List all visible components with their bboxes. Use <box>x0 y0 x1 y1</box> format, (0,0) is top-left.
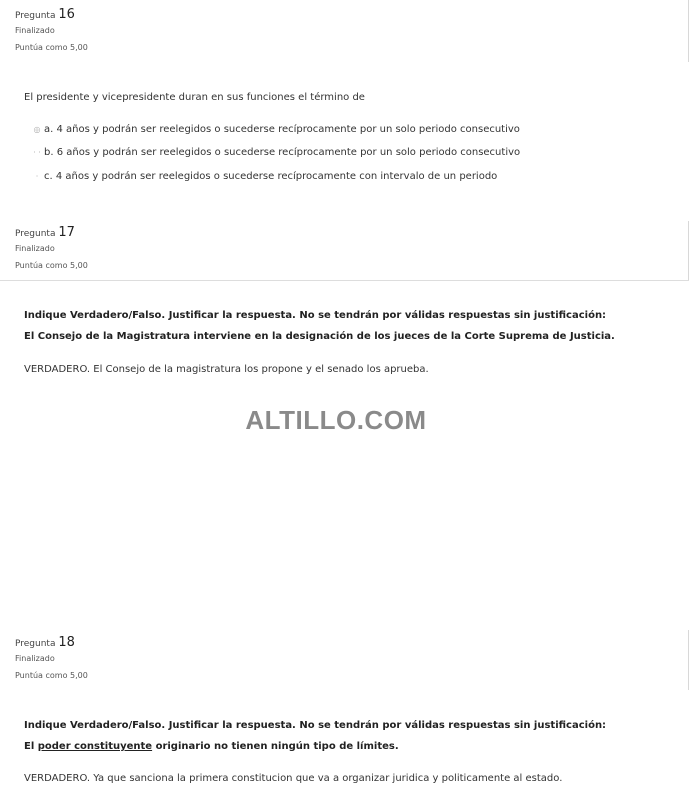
q17-status: Finalizado <box>15 244 55 253</box>
q18-heading <box>15 637 88 650</box>
q18-statement-prefix: El <box>24 741 35 752</box>
q16-option-b[interactable] <box>32 146 520 160</box>
q17-number: 17 <box>58 225 75 240</box>
q17-info-border <box>688 221 689 280</box>
radio-icon[interactable]: · <box>35 172 39 181</box>
q16-label: Pregunta <box>15 11 56 21</box>
q16-option-a-label: a. 4 años y podrán ser reelegidos o sucederse recíprocamente por un solo periodo consecutivo <box>44 124 520 135</box>
q18-answer: VERDADERO. Ya que sanciona la primera constitucion que va a organizar juridica y politicamente al estado. <box>24 773 563 784</box>
q17-instruction: Indique Verdadero/Falso. Justificar la respuesta. No se tendrán por válidas respuestas sin justificación: <box>24 310 607 321</box>
q18-statement-link[interactable]: poder constituyente <box>37 741 153 752</box>
q17-divider <box>0 280 689 281</box>
q16-score: Puntúa como 5,00 <box>15 43 88 52</box>
q16-status: Finalizado <box>15 26 55 35</box>
q18-info-border <box>688 630 689 690</box>
q17-label: Pregunta <box>15 229 56 239</box>
q18-statement <box>24 741 399 752</box>
q18-score: Puntúa como 5,00 <box>15 671 88 680</box>
q18-status: Finalizado <box>15 654 55 663</box>
q17-answer: VERDADERO. El Consejo de la magistratura los propone y el senado los aprueba. <box>24 364 429 375</box>
q16-heading <box>15 9 88 22</box>
q18-statement-suffix: originario no tienen ningún tipo de límites. <box>155 741 399 752</box>
q17-statement: El Consejo de la Magistratura interviene en la designación de los jueces de la Corte Suprema de Justicia. <box>24 331 615 342</box>
q18-info <box>15 637 88 684</box>
q16-option-a[interactable] <box>32 123 520 137</box>
q16-number: 16 <box>58 7 75 22</box>
q16-info <box>15 9 88 56</box>
q17-score: Puntúa como 5,00 <box>15 261 88 270</box>
q18-label: Pregunta <box>15 639 56 649</box>
q16-option-b-label: b. 6 años y podrán ser reelegidos o sucederse recíprocamente por un solo periodo consecutivo <box>44 147 521 158</box>
q18-number: 18 <box>58 635 75 650</box>
q16-info-border <box>688 0 689 62</box>
q16-option-c-label: c. 4 años y podrán ser reelegidos o sucederse recíprocamente con intervalo de un periodo <box>44 171 498 182</box>
q18-instruction: Indique Verdadero/Falso. Justificar la respuesta. No se tendrán por válidas respuestas sin justificación: <box>24 720 607 731</box>
q16-question-text: El presidente y vicepresidente duran en sus funciones el término de <box>24 92 365 103</box>
q17-info <box>15 227 88 274</box>
radio-icon[interactable]: · · <box>33 148 41 157</box>
q17-heading <box>15 227 88 240</box>
q16-option-c[interactable] <box>32 170 497 184</box>
watermark: ALTILLO.COM <box>245 405 427 435</box>
radio-icon[interactable]: ◎ <box>33 125 41 134</box>
